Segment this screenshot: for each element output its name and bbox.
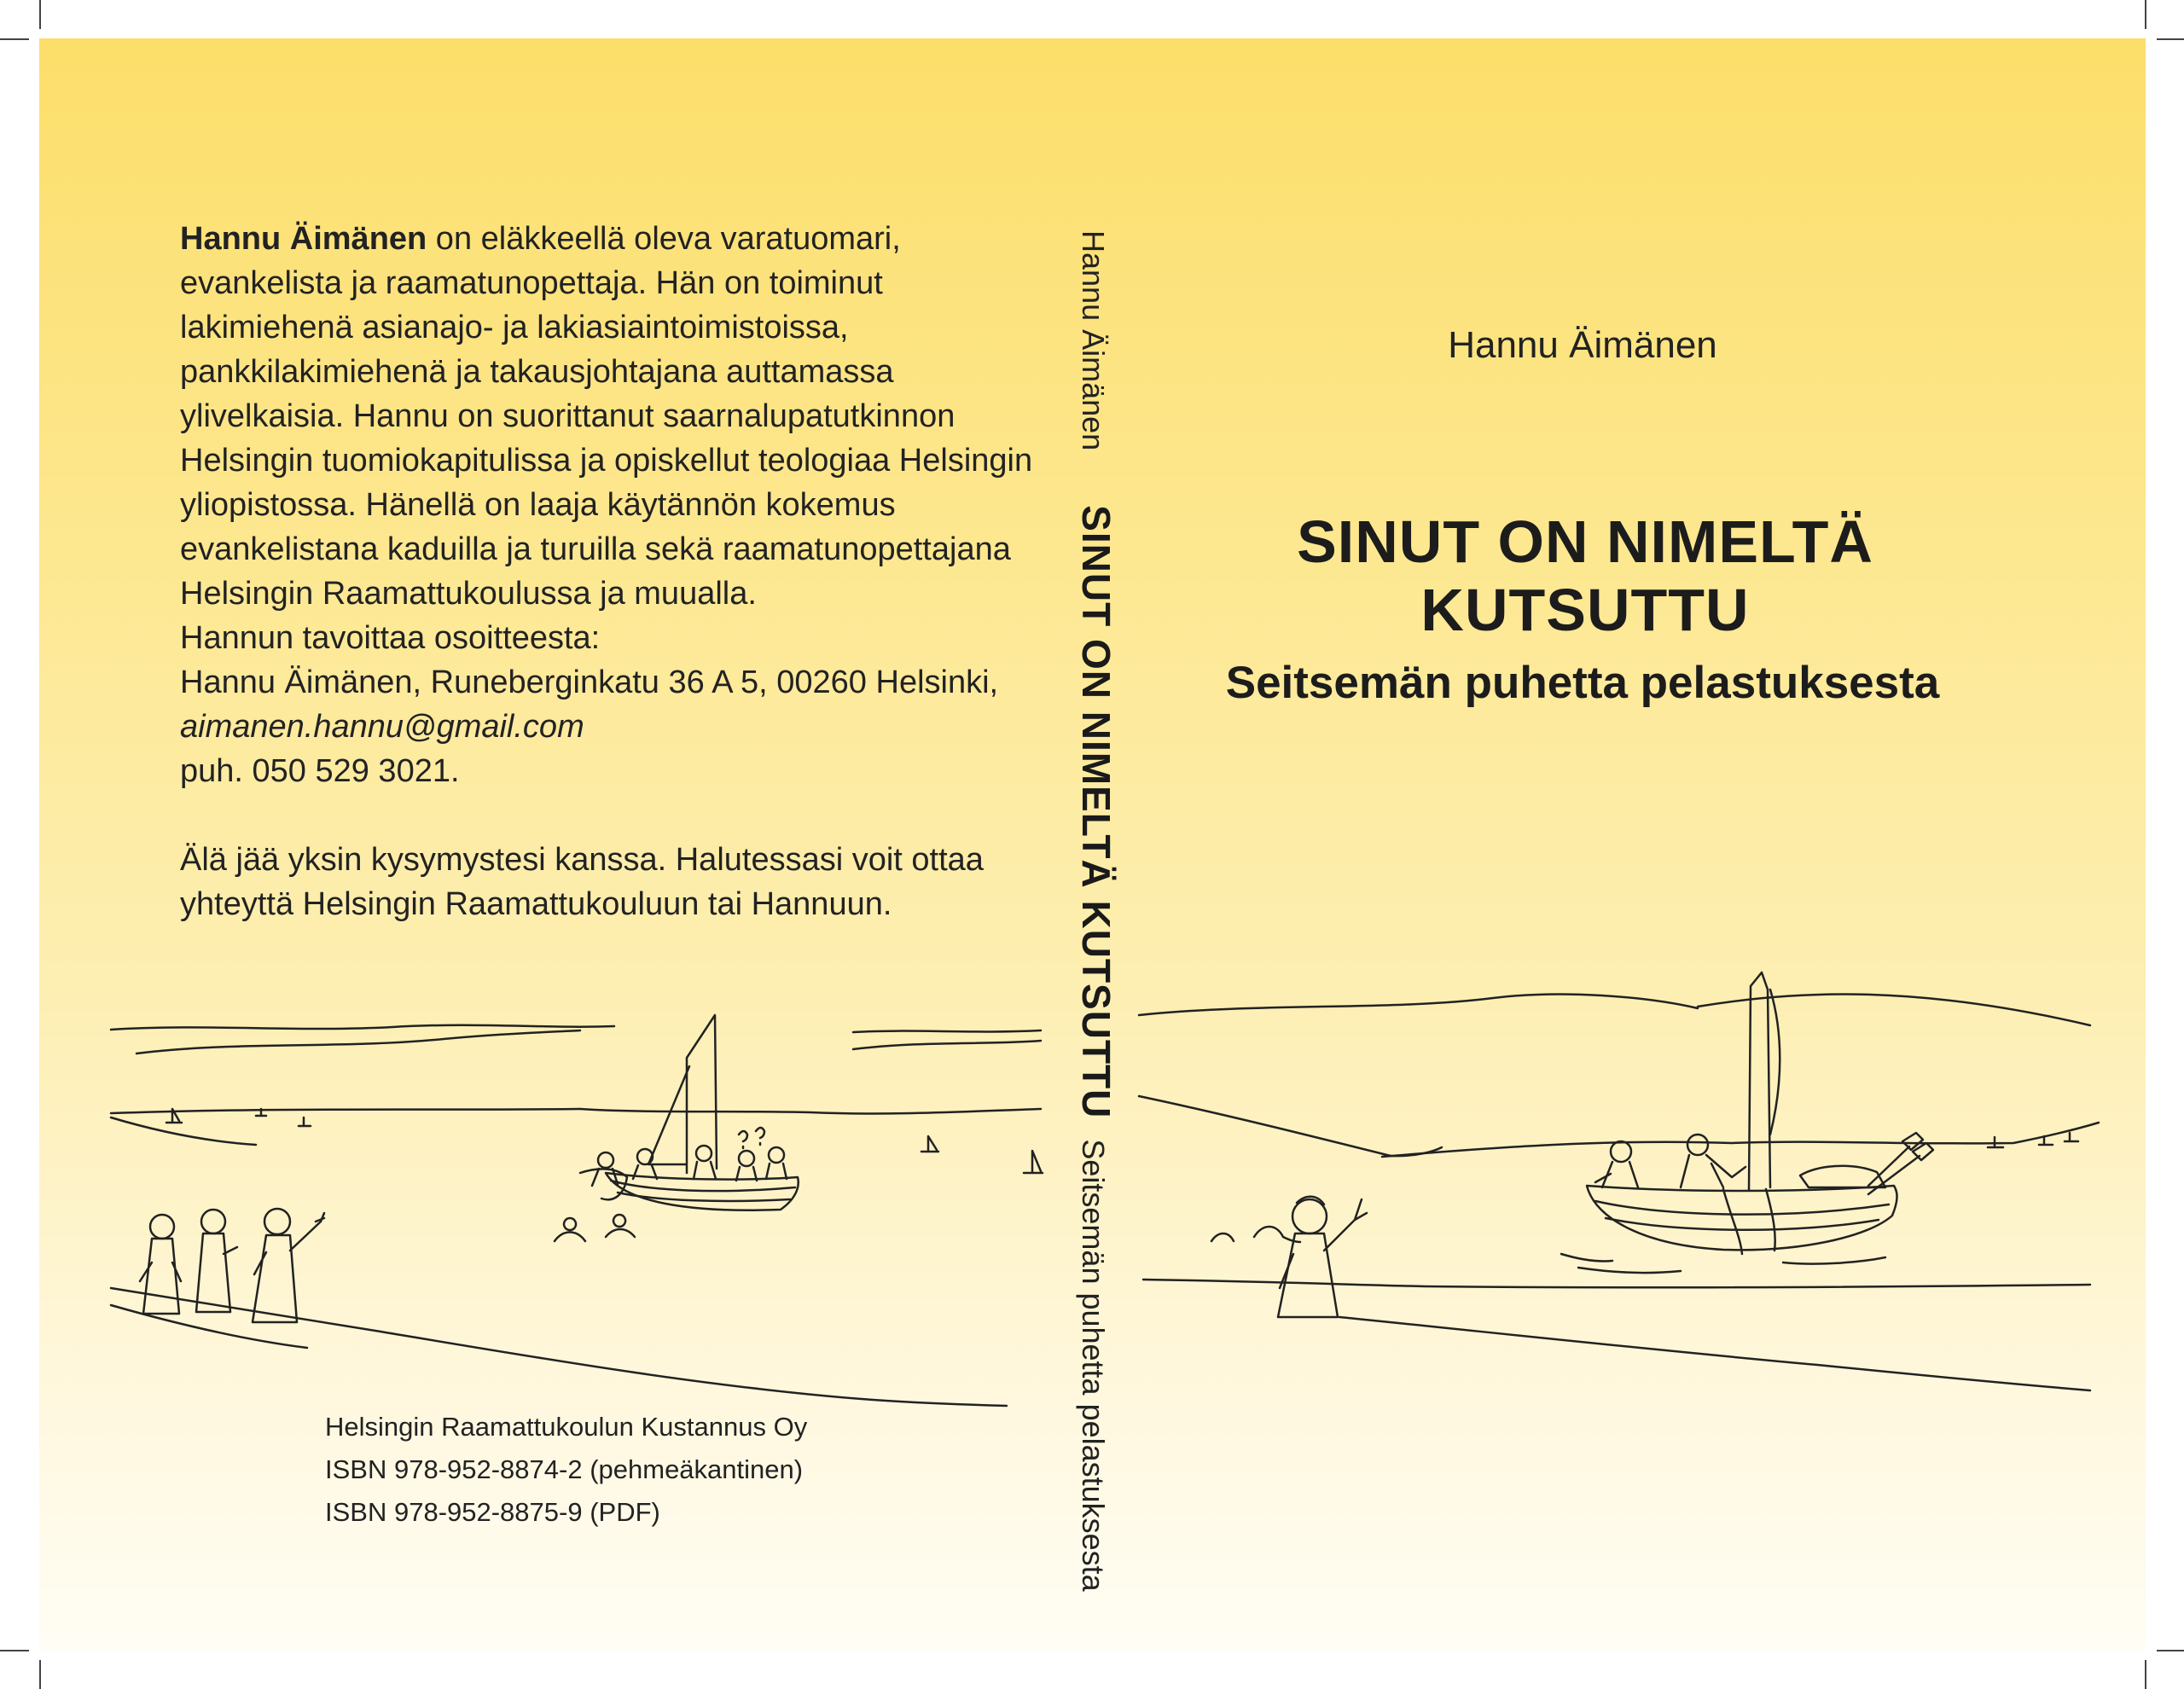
crop-mark-bottom-left-v [39, 1660, 41, 1689]
publisher-name: Helsingin Raamattukoulun Kustannus Oy [325, 1412, 808, 1442]
contact-address: Hannu Äimänen, Runeberginkatu 36 A 5, 00260 Helsinki, [180, 665, 999, 700]
crop-mark-top-left-h [0, 38, 29, 40]
isbn-pdf: ISBN 978-952-8875-9 (PDF) [325, 1497, 660, 1527]
front-title: SINUT ON NIMELTÄ KUTSUTTU [1297, 508, 1873, 643]
spine-title: SINUT ON NIMELTÄ KUTSUTTU [1074, 505, 1118, 1119]
isbn-print: ISBN 978-952-8874-2 (pehmeäkantinen) [325, 1454, 804, 1484]
crop-mark-top-right-v [2145, 0, 2146, 29]
bio-author-name: Hannu Äimänen [180, 221, 427, 257]
publisher-imprint [325, 1406, 922, 1534]
front-cover-illustration [1135, 964, 2107, 1408]
contact-intro: Hannun tavoittaa osoitteesta: [180, 620, 601, 656]
front-author: Hannu Äimänen [1448, 324, 1717, 366]
crop-mark-bottom-left-h [0, 1650, 29, 1651]
crop-mark-bottom-right-h [2157, 1650, 2184, 1651]
author-bio [180, 217, 1033, 926]
contact-phone: puh. 050 529 3021. [180, 753, 460, 789]
closing-text: Älä jää yksin kysymystesi kanssa. Halutessasi voit ottaa yhteyttä Helsingin Raamattukouluun tai Hannuun. [180, 842, 984, 922]
front-subtitle: Seitsemän puhetta pelastuksesta [1225, 658, 1940, 708]
back-cover-illustration [102, 998, 1049, 1442]
bio-paragraph [180, 217, 1033, 616]
spine-subtitle: Seitsemän puhetta pelastuksesta [1076, 1139, 1111, 1592]
crop-mark-top-left-v [39, 0, 41, 29]
crop-mark-bottom-right-v [2145, 1660, 2146, 1689]
bio-text: on eläkkeellä oleva varatuomari, evankelista ja raamatunopettaja. Hän on toiminut lakimiehenä asianajo- ja lakiasiaintoimistoissa, pankkilakimiehenä ja takausjohtajana auttamassa ylivelkaisia. Hannu on suorittanut saarnalupatutkinnon Helsingin tuomiokapitulissa ja opiskellut teologiaa Helsingin yliopistossa. Hänellä on laaja käytännön kokemus evankelistana kaduilla ja turuilla sekä raamatunopettajana Helsingin Raamattukoulussa ja muualla. [180, 221, 1033, 612]
contact-email: aimanen.hannu@gmail.com [180, 709, 584, 745]
book-spine [1073, 230, 1119, 1592]
crop-mark-top-right-h [2157, 38, 2184, 40]
spine-author: Hannu Äimänen [1076, 230, 1111, 451]
